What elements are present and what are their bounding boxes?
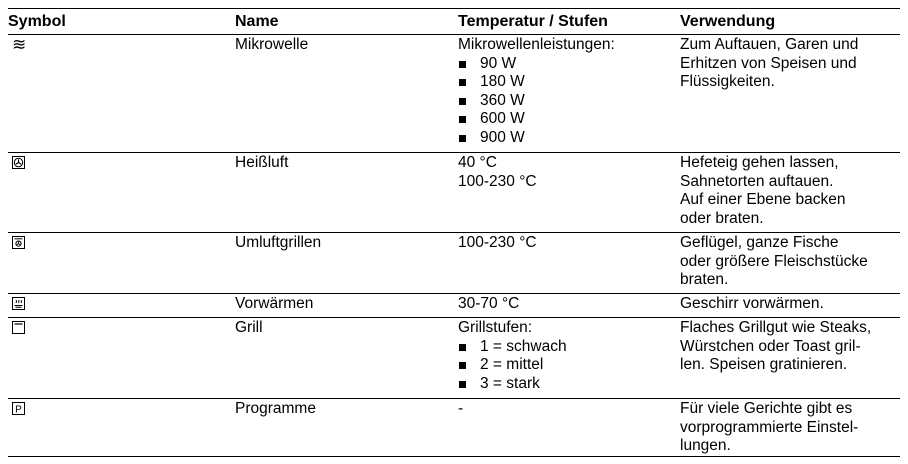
- row-name: Programme: [235, 400, 316, 417]
- row-temperature: 40 °C 100-230 °C: [458, 154, 537, 190]
- row-temperature: Grillstufen: 1 = schwach 2 = mittel 3 = stark: [458, 318, 680, 398]
- header-symbol: Symbol: [8, 13, 66, 30]
- row-name: Mikrowelle: [235, 36, 309, 53]
- row-temperature: -: [458, 400, 464, 417]
- row-usage: Geschirr vorwärmen.: [680, 295, 824, 312]
- row-name: Vorwärmen: [235, 295, 314, 312]
- table-row: [8, 233, 900, 294]
- programs-p-icon: [12, 402, 25, 415]
- row-usage: Für viele Gerichte gibt es vorprogrammierte Einstel- lungen.: [680, 400, 859, 454]
- microwave-waves-icon: ≋: [12, 35, 27, 54]
- row-usage: Zum Auftauen, Garen und Erhitzen von Speisen und Flüssigkeiten.: [680, 36, 859, 90]
- list-item: 2 = mittel: [458, 356, 680, 375]
- header-temperature: Temperatur / Stufen: [458, 13, 608, 30]
- function-table: [8, 8, 900, 457]
- row-usage: Hefeteig gehen lassen, Sahnetorten auftauen. Auf einer Ebene backen oder braten.: [680, 154, 846, 227]
- list-item: 600 W: [458, 110, 680, 129]
- row-usage: Flaches Grillgut wie Steaks, Würstchen oder Toast gril- len. Speisen gratinieren.: [680, 319, 872, 373]
- list-item: 900 W: [458, 129, 680, 148]
- list-item: 180 W: [458, 73, 680, 92]
- header-name: Name: [235, 13, 279, 30]
- table-row: [8, 35, 900, 153]
- programs-glyph: P: [15, 404, 22, 415]
- table-row: [8, 153, 900, 233]
- row-temperature: 30-70 °C: [458, 295, 520, 312]
- row-temperature: Mikrowellenleistungen: 90 W 180 W 360 W 600 W 900 W: [458, 35, 680, 152]
- row-usage: Geflügel, ganze Fische oder größere Fleischstücke braten.: [680, 234, 868, 288]
- grill-levels-list: [458, 338, 680, 394]
- table-header: [8, 8, 900, 35]
- hot-air-fan-icon: [12, 156, 25, 169]
- row-temperature: 100-230 °C: [458, 234, 537, 251]
- table-row: [8, 318, 900, 399]
- table-row: [8, 399, 900, 457]
- header-usage: Verwendung: [680, 13, 776, 30]
- row-name: Grill: [235, 319, 263, 336]
- list-item: 90 W: [458, 55, 680, 74]
- row-name: Heißluft: [235, 154, 289, 171]
- list-item: 1 = schwach: [458, 338, 680, 357]
- convection-grill-icon: [12, 236, 25, 249]
- row-name: Umluftgrillen: [235, 234, 322, 251]
- plate-warming-icon: [12, 297, 25, 310]
- list-item: 3 = stark: [458, 375, 680, 394]
- list-item: 360 W: [458, 92, 680, 111]
- power-levels-list: [458, 55, 680, 148]
- grill-icon: [12, 321, 25, 334]
- table-row: [8, 294, 900, 318]
